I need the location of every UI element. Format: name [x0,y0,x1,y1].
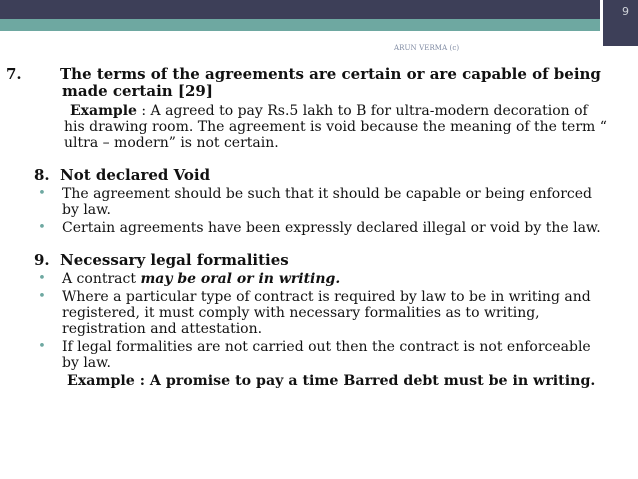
section-7 [6,65,609,151]
bullet-text: The agreement should be such that it should be capable or being enforced by law. [62,186,592,218]
section-number: 8. [34,166,50,184]
section-number: 7. [6,65,22,83]
example-paragraph: Example : A promise to pay a time Barred debt must be in writing. [67,373,596,389]
bullet-prefix: A contract [62,271,141,287]
list-item [34,220,609,236]
example-paragraph [64,103,609,151]
author-credit: ARUN VERMA (c) [394,44,460,52]
list-item [34,186,609,218]
slide-top-bar [0,0,638,19]
section-title: The terms of the agreements are certain or are capable of being made certain [29] [60,65,601,100]
example-text: : A agreed to pay Rs.5 lakh to B for ultra-modern decoration of his drawing room. The agreement is void because the meaning of the term “ ultra – modern” is not certain. [64,103,607,151]
bullet-icon: • [38,186,46,201]
section-heading [34,252,609,269]
bullet-text: Where a particular type of contract is required by law to be in writing and registered, it must comply with necessary formalities as to writing, registration and attestation. [62,289,591,337]
bullet-icon: • [38,289,46,304]
section-title: Not declared Void [60,166,211,184]
section-9 [34,252,609,390]
bullet-emphasis: may be oral or in writing. [140,271,341,287]
bullet-icon: • [38,271,46,286]
section-spacer [34,236,609,252]
section-title: Necessary legal formalities [60,251,289,269]
bullet-text: Certain agreements have been expressly declared illegal or void by the law. [62,220,601,236]
section-heading [6,65,609,100]
bullet-list [34,271,609,371]
bullet-icon: • [38,339,46,354]
example-label: Example [70,103,137,119]
bullet-list [34,186,609,236]
page-number-tab [600,0,638,46]
bullet-icon: • [38,220,46,235]
list-item [34,339,609,371]
page-number: 9 [622,5,629,18]
list-item [34,289,609,337]
slide-content [6,65,609,390]
section-8 [34,167,609,236]
bullet-text: If legal formalities are not carried out then the contract is not enforceable by law. [62,339,591,371]
slide-accent-strip [0,19,638,31]
list-item [34,271,609,287]
section-number: 9. [34,251,50,269]
section-spacer [34,151,609,167]
section-heading [34,167,609,184]
